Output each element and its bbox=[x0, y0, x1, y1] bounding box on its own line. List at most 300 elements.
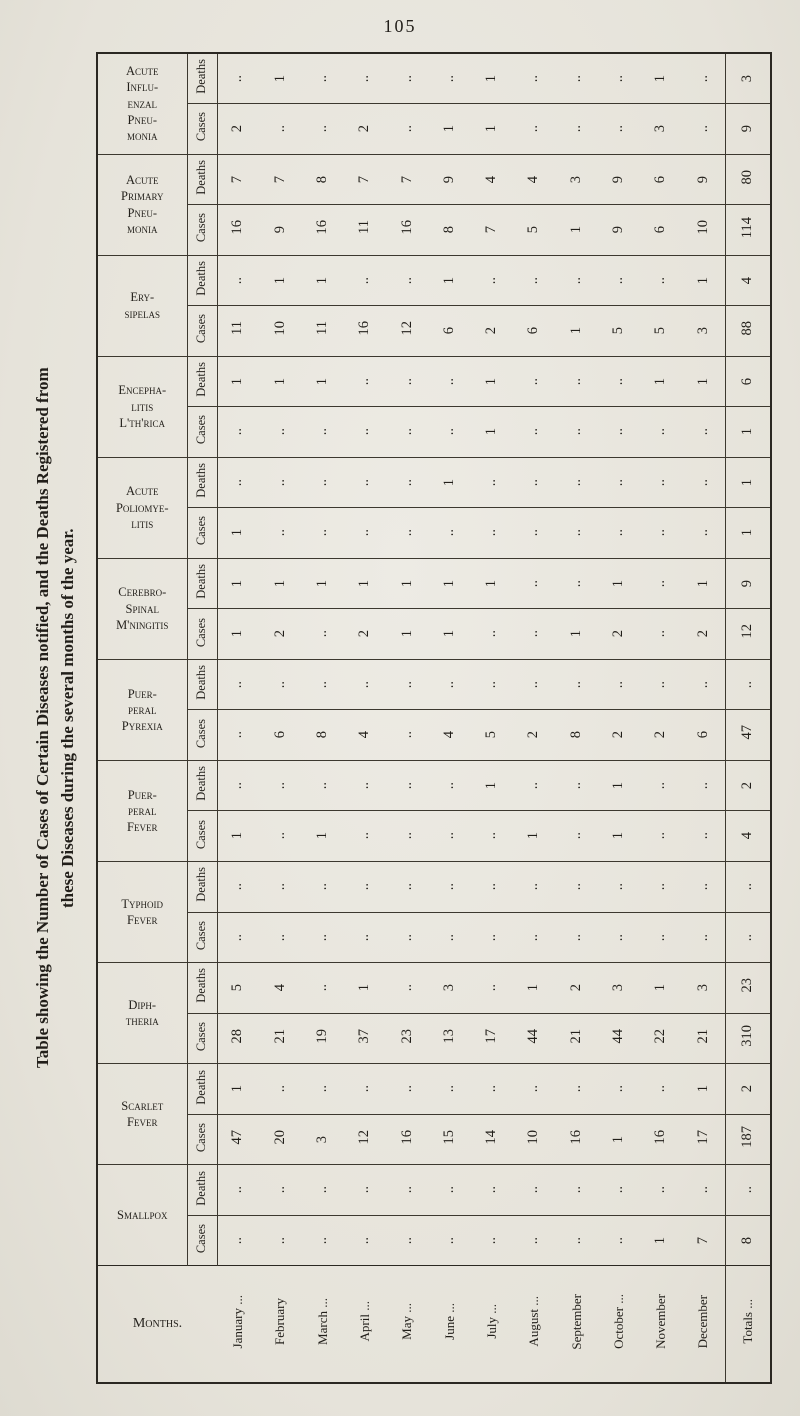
cases-value: 1 bbox=[440, 125, 457, 133]
deaths-total: 4 bbox=[738, 276, 755, 284]
row-label-deaths: Deaths bbox=[194, 362, 209, 397]
cases-total: 12 bbox=[738, 624, 755, 639]
cases-total-cell bbox=[725, 710, 771, 761]
cases-total: 9 bbox=[738, 125, 755, 133]
month-name: January ... bbox=[230, 1294, 246, 1349]
deaths-value: .. bbox=[356, 781, 373, 790]
disease-name-line: monia bbox=[127, 221, 158, 236]
row-label-deaths-cell bbox=[187, 53, 217, 104]
cases-value-cell bbox=[513, 306, 555, 357]
months-label: Months. bbox=[97, 1266, 217, 1383]
row-label-cases: Cases bbox=[194, 516, 209, 546]
deaths-value-cell bbox=[302, 53, 344, 104]
cases-value: .. bbox=[398, 125, 415, 133]
cases-value: 23 bbox=[398, 1028, 415, 1044]
disease-name-line: Ery- bbox=[130, 290, 155, 305]
deaths-value-cell bbox=[683, 1165, 725, 1216]
cases-value-cell bbox=[556, 710, 598, 761]
table-title-line-1: Table showing the Number of Cases of Certain Diseases notified, and the Deaths Registered from bbox=[33, 367, 53, 1069]
cases-value-cell bbox=[217, 912, 259, 963]
deaths-value-cell bbox=[556, 760, 598, 811]
disease-name-line: Scarlet bbox=[121, 1098, 164, 1113]
cases-value-cell bbox=[640, 104, 682, 155]
deaths-value-cell bbox=[598, 963, 640, 1014]
cases-row bbox=[97, 912, 771, 963]
month-name-cell bbox=[683, 1266, 725, 1383]
deaths-value-cell bbox=[259, 356, 301, 407]
deaths-value-cell bbox=[471, 760, 513, 811]
cases-value: 2 bbox=[652, 731, 669, 739]
deaths-value: .. bbox=[694, 883, 711, 891]
cases-value: .. bbox=[610, 125, 627, 133]
deaths-value: 3 bbox=[610, 984, 627, 992]
deaths-value-cell bbox=[513, 760, 555, 811]
deaths-value-cell bbox=[386, 558, 428, 609]
cases-value-cell bbox=[556, 609, 598, 660]
deaths-value: .. bbox=[398, 478, 415, 487]
deaths-value-cell bbox=[556, 963, 598, 1014]
month-name: June ... bbox=[441, 1303, 457, 1341]
deaths-value: 1 bbox=[440, 478, 457, 487]
deaths-value-cell bbox=[259, 457, 301, 508]
deaths-value-cell bbox=[471, 963, 513, 1014]
cases-value-cell bbox=[302, 205, 344, 256]
deaths-value-cell bbox=[386, 760, 428, 811]
row-label-cases: Cases bbox=[194, 213, 209, 243]
cases-value-cell bbox=[640, 912, 682, 963]
cases-value-cell bbox=[683, 104, 725, 155]
cases-value: 1 bbox=[440, 630, 457, 638]
deaths-value: .. bbox=[483, 1085, 500, 1093]
deaths-value: .. bbox=[525, 74, 542, 83]
cases-value: .. bbox=[313, 125, 330, 133]
deaths-value: .. bbox=[356, 883, 373, 891]
month-name-cell bbox=[259, 1266, 301, 1383]
deaths-value: .. bbox=[356, 377, 373, 385]
deaths-value: .. bbox=[567, 883, 584, 891]
deaths-value: 3 bbox=[694, 984, 711, 992]
cases-value: .. bbox=[313, 933, 330, 941]
row-label-cases-cell bbox=[187, 205, 217, 256]
cases-value-cell bbox=[302, 912, 344, 963]
deaths-value-cell bbox=[302, 862, 344, 913]
cases-value-cell bbox=[471, 306, 513, 357]
cases-value: 5 bbox=[525, 226, 542, 234]
deaths-value: 7 bbox=[271, 175, 288, 183]
disease-name bbox=[97, 558, 187, 659]
deaths-value-cell bbox=[302, 255, 344, 306]
cases-value-cell bbox=[640, 710, 682, 761]
cases-value: .. bbox=[525, 125, 542, 133]
cases-value: .. bbox=[440, 1236, 457, 1244]
deaths-value: .. bbox=[525, 781, 542, 790]
deaths-value: 1 bbox=[483, 579, 500, 588]
cases-value-cell bbox=[683, 508, 725, 559]
deaths-value-cell bbox=[217, 53, 259, 104]
deaths-total-cell bbox=[725, 356, 771, 407]
deaths-value-cell bbox=[302, 457, 344, 508]
cases-value: 1 bbox=[398, 630, 415, 638]
deaths-value-cell bbox=[640, 356, 682, 407]
cases-total-cell bbox=[725, 205, 771, 256]
cases-value: 1 bbox=[483, 125, 500, 133]
row-label-deaths: Deaths bbox=[194, 766, 209, 802]
cases-value-cell bbox=[513, 609, 555, 660]
cases-value-cell bbox=[513, 811, 555, 862]
cases-value: 21 bbox=[694, 1028, 711, 1044]
cases-value-cell bbox=[598, 407, 640, 458]
cases-value-cell bbox=[302, 508, 344, 559]
cases-row bbox=[97, 710, 771, 761]
deaths-value: .. bbox=[398, 74, 415, 83]
deaths-value-cell bbox=[640, 1064, 682, 1115]
deaths-value: 1 bbox=[313, 276, 330, 284]
cases-value: 19 bbox=[313, 1028, 330, 1044]
cases-value-cell bbox=[302, 609, 344, 660]
deaths-total: .. bbox=[738, 680, 755, 689]
disease-name-line: Fever bbox=[127, 820, 158, 835]
cases-value-cell bbox=[556, 508, 598, 559]
cases-value: .. bbox=[271, 529, 288, 537]
totals-label: Totals ... bbox=[739, 1299, 755, 1344]
deaths-row bbox=[97, 760, 771, 811]
deaths-value-cell bbox=[429, 53, 471, 104]
row-label-cases: Cases bbox=[194, 1223, 209, 1254]
deaths-value: .. bbox=[567, 579, 584, 588]
row-label-deaths-cell bbox=[187, 457, 217, 508]
cases-value: 2 bbox=[271, 630, 288, 638]
deaths-row bbox=[97, 862, 771, 913]
deaths-value: .. bbox=[313, 478, 330, 487]
deaths-value: 1 bbox=[652, 377, 669, 385]
deaths-value: .. bbox=[398, 883, 415, 891]
deaths-total: 1 bbox=[738, 478, 755, 487]
deaths-value: .. bbox=[398, 781, 415, 790]
deaths-value: .. bbox=[567, 276, 584, 284]
cases-value-cell bbox=[683, 811, 725, 862]
deaths-value-cell bbox=[640, 1165, 682, 1216]
cases-value-cell bbox=[683, 205, 725, 256]
deaths-value-cell bbox=[259, 53, 301, 104]
deaths-value-cell bbox=[259, 760, 301, 811]
cases-value-cell bbox=[302, 306, 344, 357]
cases-value: 1 bbox=[652, 1236, 669, 1244]
deaths-row bbox=[97, 255, 771, 306]
disease-name-line: Pyrexia bbox=[121, 719, 163, 734]
cases-value: .. bbox=[525, 1236, 542, 1244]
deaths-value: .. bbox=[525, 1186, 542, 1194]
deaths-value-cell bbox=[471, 255, 513, 306]
cases-value: .. bbox=[398, 731, 415, 739]
cases-value: 6 bbox=[271, 731, 288, 739]
cases-value-cell bbox=[344, 407, 386, 458]
deaths-value: 4 bbox=[271, 984, 288, 992]
deaths-value-cell bbox=[344, 255, 386, 306]
deaths-value-cell bbox=[259, 255, 301, 306]
deaths-value-cell bbox=[598, 255, 640, 306]
cases-value-cell bbox=[471, 508, 513, 559]
cases-value-cell bbox=[683, 407, 725, 458]
deaths-value: .. bbox=[229, 781, 246, 790]
cases-value: 3 bbox=[313, 1135, 330, 1143]
deaths-total-cell bbox=[725, 255, 771, 306]
cases-value: .. bbox=[440, 529, 457, 537]
row-label-deaths-cell bbox=[187, 760, 217, 811]
cases-value-cell bbox=[302, 104, 344, 155]
deaths-value: 9 bbox=[610, 175, 627, 183]
cases-value: 28 bbox=[229, 1028, 246, 1044]
cases-value-cell bbox=[429, 811, 471, 862]
diseases-table-body bbox=[97, 53, 771, 1383]
cases-value-cell bbox=[640, 508, 682, 559]
cases-row bbox=[97, 104, 771, 155]
cases-value-cell bbox=[429, 912, 471, 963]
deaths-value: .. bbox=[229, 276, 246, 284]
cases-value: 2 bbox=[483, 327, 500, 335]
cases-value: 2 bbox=[356, 630, 373, 638]
cases-value-cell bbox=[386, 508, 428, 559]
deaths-value: .. bbox=[271, 478, 288, 487]
deaths-value: .. bbox=[567, 478, 584, 487]
cases-value: .. bbox=[229, 731, 246, 739]
deaths-value-cell bbox=[217, 457, 259, 508]
deaths-value-cell bbox=[556, 659, 598, 710]
cases-value-cell bbox=[386, 710, 428, 761]
cases-value: 37 bbox=[356, 1028, 373, 1044]
deaths-value: 7 bbox=[356, 175, 373, 183]
cases-row bbox=[97, 1013, 771, 1064]
month-name-cell bbox=[217, 1266, 259, 1383]
deaths-value-cell bbox=[344, 1165, 386, 1216]
cases-value-cell bbox=[386, 912, 428, 963]
deaths-value: .. bbox=[229, 883, 246, 891]
deaths-value: .. bbox=[525, 579, 542, 588]
cases-value-cell bbox=[640, 609, 682, 660]
deaths-value: .. bbox=[356, 1085, 373, 1093]
cases-value: 2 bbox=[610, 731, 627, 739]
cases-value-cell bbox=[640, 1215, 682, 1266]
cases-value: .. bbox=[610, 933, 627, 941]
deaths-value: .. bbox=[567, 74, 584, 83]
cases-value-cell bbox=[471, 710, 513, 761]
cases-value-cell bbox=[598, 104, 640, 155]
disease-name-line: Acute bbox=[125, 484, 159, 499]
deaths-value-cell bbox=[471, 457, 513, 508]
deaths-total-cell bbox=[725, 558, 771, 609]
deaths-row bbox=[97, 53, 771, 104]
row-label-deaths: Deaths bbox=[194, 159, 209, 195]
cases-value-cell bbox=[259, 407, 301, 458]
cases-value-cell bbox=[344, 205, 386, 256]
disease-name-line: theria bbox=[125, 1014, 159, 1029]
deaths-value: 8 bbox=[313, 175, 330, 183]
row-label-deaths-cell bbox=[187, 356, 217, 407]
months-row bbox=[97, 1266, 771, 1383]
deaths-total-cell bbox=[725, 659, 771, 710]
disease-name-line: enzal bbox=[127, 96, 157, 111]
cases-value: .. bbox=[229, 933, 246, 941]
deaths-value: .. bbox=[356, 478, 373, 487]
deaths-value: .. bbox=[610, 1085, 627, 1093]
row-label-cases: Cases bbox=[194, 617, 209, 647]
deaths-value-cell bbox=[259, 963, 301, 1014]
disease-name-line: Poliomye- bbox=[115, 500, 169, 515]
deaths-value-cell bbox=[598, 53, 640, 104]
row-label-cases-cell bbox=[187, 1114, 217, 1165]
cases-value: 1 bbox=[610, 832, 627, 840]
disease-name-line: Acute bbox=[125, 64, 159, 79]
cases-value-cell bbox=[344, 1013, 386, 1064]
cases-value: 12 bbox=[398, 321, 415, 336]
deaths-value-cell bbox=[556, 53, 598, 104]
cases-value: 16 bbox=[313, 220, 330, 235]
cases-value-cell bbox=[429, 205, 471, 256]
cases-value-cell bbox=[471, 104, 513, 155]
deaths-value-cell bbox=[683, 53, 725, 104]
deaths-value-cell bbox=[429, 963, 471, 1014]
deaths-value-cell bbox=[386, 154, 428, 205]
deaths-value: .. bbox=[313, 680, 330, 689]
cases-value-cell bbox=[217, 1215, 259, 1266]
deaths-value: .. bbox=[610, 377, 627, 385]
deaths-total: 23 bbox=[738, 978, 755, 993]
deaths-value-cell bbox=[217, 659, 259, 710]
cases-value: 9 bbox=[271, 226, 288, 234]
deaths-row bbox=[97, 356, 771, 407]
cases-value: 11 bbox=[313, 321, 330, 336]
cases-value-cell bbox=[217, 1114, 259, 1165]
row-label-cases-cell bbox=[187, 1215, 217, 1266]
deaths-value: .. bbox=[271, 781, 288, 790]
deaths-value: 1 bbox=[483, 781, 500, 790]
cases-value: .. bbox=[271, 1236, 288, 1244]
cases-value: .. bbox=[483, 1236, 500, 1244]
deaths-total: 2 bbox=[738, 1085, 755, 1093]
deaths-value-cell bbox=[513, 457, 555, 508]
cases-value: .. bbox=[567, 529, 584, 537]
month-name-cell bbox=[598, 1266, 640, 1383]
deaths-value: 9 bbox=[440, 175, 457, 183]
cases-value: .. bbox=[483, 630, 500, 638]
deaths-value-cell bbox=[429, 154, 471, 205]
cases-total-cell bbox=[725, 609, 771, 660]
deaths-value: .. bbox=[313, 1186, 330, 1194]
cases-value-cell bbox=[598, 912, 640, 963]
row-label-deaths: Deaths bbox=[194, 463, 209, 498]
deaths-value: 6 bbox=[652, 175, 669, 183]
deaths-total-cell bbox=[725, 760, 771, 811]
deaths-total: 9 bbox=[738, 579, 755, 588]
row-label-cases: Cases bbox=[194, 112, 209, 142]
cases-value: .. bbox=[440, 832, 457, 840]
deaths-value: 3 bbox=[440, 984, 457, 992]
cases-value-cell bbox=[556, 811, 598, 862]
deaths-value-cell bbox=[344, 457, 386, 508]
cases-total-cell bbox=[725, 1114, 771, 1165]
cases-value: .. bbox=[229, 1236, 246, 1244]
deaths-value-cell bbox=[386, 457, 428, 508]
deaths-value: .. bbox=[652, 276, 669, 284]
deaths-value: .. bbox=[652, 579, 669, 588]
disease-name bbox=[97, 154, 187, 255]
deaths-value: 7 bbox=[398, 175, 415, 183]
cases-value-cell bbox=[217, 306, 259, 357]
cases-value: .. bbox=[271, 933, 288, 941]
deaths-value: .. bbox=[229, 680, 246, 689]
cases-value-cell bbox=[513, 1114, 555, 1165]
cases-value: 16 bbox=[229, 220, 246, 235]
cases-value-cell bbox=[259, 508, 301, 559]
cases-value-cell bbox=[259, 1013, 301, 1064]
row-label-cases: Cases bbox=[194, 415, 209, 445]
month-name: February bbox=[272, 1298, 288, 1346]
deaths-value-cell bbox=[556, 558, 598, 609]
cases-value-cell bbox=[259, 1215, 301, 1266]
deaths-value-cell bbox=[598, 154, 640, 205]
deaths-value: .. bbox=[610, 478, 627, 487]
cases-total: 4 bbox=[738, 832, 755, 840]
disease-name-line: Smallpox bbox=[117, 1208, 168, 1223]
cases-value-cell bbox=[471, 1114, 513, 1165]
deaths-value: .. bbox=[440, 781, 457, 790]
deaths-row bbox=[97, 1064, 771, 1115]
deaths-value: 1 bbox=[694, 276, 711, 284]
cases-value: 11 bbox=[229, 321, 246, 336]
cases-value: 1 bbox=[313, 832, 330, 840]
cases-value-cell bbox=[217, 710, 259, 761]
cases-value: .. bbox=[652, 832, 669, 840]
cases-value-cell bbox=[386, 1114, 428, 1165]
deaths-value-cell bbox=[429, 255, 471, 306]
deaths-value: .. bbox=[694, 74, 711, 83]
cases-value: 6 bbox=[652, 226, 669, 234]
deaths-value: 5 bbox=[229, 984, 246, 992]
cases-value-cell bbox=[513, 407, 555, 458]
cases-value: 4 bbox=[440, 731, 457, 739]
row-label-deaths: Deaths bbox=[194, 564, 209, 599]
cases-value: .. bbox=[483, 832, 500, 840]
cases-value: 10 bbox=[271, 321, 288, 336]
deaths-value-cell bbox=[598, 659, 640, 710]
deaths-value: .. bbox=[652, 478, 669, 487]
cases-value-cell bbox=[344, 912, 386, 963]
month-name: November bbox=[653, 1294, 669, 1350]
deaths-value: .. bbox=[652, 781, 669, 790]
deaths-value: 1 bbox=[271, 74, 288, 83]
deaths-value: .. bbox=[271, 1085, 288, 1093]
cases-value: 5 bbox=[483, 731, 500, 739]
row-label-cases-cell bbox=[187, 104, 217, 155]
deaths-value: .. bbox=[398, 377, 415, 385]
deaths-value-cell bbox=[429, 457, 471, 508]
row-label-cases-cell bbox=[187, 912, 217, 963]
deaths-value-cell bbox=[259, 659, 301, 710]
cases-row bbox=[97, 609, 771, 660]
deaths-value-cell bbox=[640, 53, 682, 104]
cases-total: 88 bbox=[738, 321, 755, 336]
deaths-value: .. bbox=[313, 781, 330, 790]
deaths-value-cell bbox=[471, 1165, 513, 1216]
cases-value-cell bbox=[640, 811, 682, 862]
cases-value-cell bbox=[683, 1215, 725, 1266]
row-label-deaths: Deaths bbox=[194, 968, 209, 1004]
deaths-value: .. bbox=[229, 74, 246, 83]
disease-name-line: sipelas bbox=[124, 306, 160, 321]
cases-total: 187 bbox=[738, 1126, 755, 1148]
cases-value-cell bbox=[259, 912, 301, 963]
cases-value-cell bbox=[683, 710, 725, 761]
cases-total: 114 bbox=[738, 216, 755, 238]
